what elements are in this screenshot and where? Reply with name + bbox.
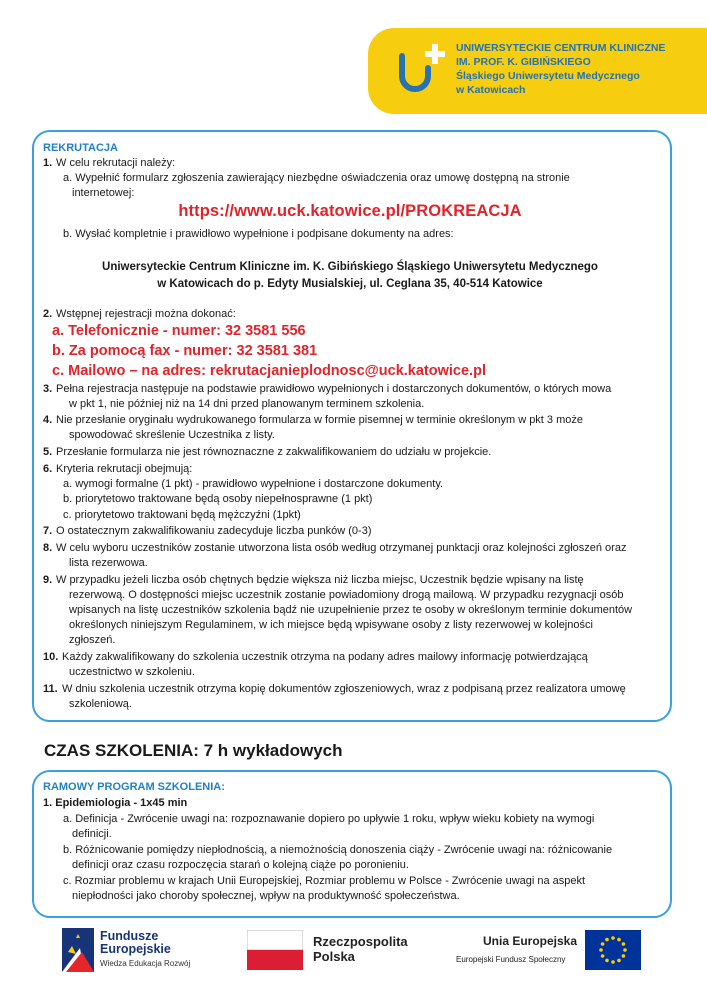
eu-logo-text1: Unia Europejska [483, 934, 578, 948]
item-text: Nie przesłanie oryginału wydrukowanego formularza w formie pisemnej w terminie określonym w pkt 3 może [56, 414, 583, 426]
item-text: uczestnictwo w szkoleniu. [69, 666, 195, 678]
item-text: niepłodności jako choroby społecznej, wpływ na produktywność społeczeństwa. [72, 890, 460, 902]
item-text: określonych niniejszym Regulaminem, w ich miejsce będą wpisywane osoby z listy rezerwowej w kolejności [69, 619, 593, 631]
item-text: Każdy zakwalifikowany do szkolenia uczestnik otrzyma na podany adres mailowy informację potwierdzającą [62, 651, 588, 663]
institution-line2: IM. PROF. K. GIBIŃSKIEGO [456, 56, 591, 68]
item-number: 11. [43, 683, 58, 695]
item-text: spowodować skreślenie Uczestnika z listy. [69, 429, 275, 441]
item-number: 7. [43, 525, 53, 537]
recruitment-section [32, 130, 672, 722]
header-banner [368, 28, 707, 114]
program-section [32, 770, 672, 918]
item-text: b. Wysłać kompletnie i prawidłowo wypełnione i podpisane dokumenty na adres: [63, 228, 454, 240]
postal-address-line2: w Katowicach do p. Edyty Musialskiej, ul. Ceglana 35, 40-514 Katowice [157, 278, 543, 290]
item-text: szkoleniową. [69, 698, 132, 710]
item-number: 8. [43, 542, 53, 554]
fe-logo-text2: Europejskie [100, 942, 171, 956]
item-number: 2. [43, 308, 53, 320]
program-title: RAMOWY PROGRAM SZKOLENIA: [43, 781, 225, 793]
item-text: a. Definicja - Zwrócenie uwagi na: rozpoznawanie dopiero po upływie 1 roku, wpływ wieku kobiety na wymogi [63, 813, 595, 825]
fe-logo-text3: Wiedza Edukacja Rozwój [100, 959, 191, 968]
item-text: zgłoszeń. [69, 634, 116, 646]
fe-logo-text1: Fundusze [100, 929, 159, 943]
eu-flag-icon [585, 930, 641, 970]
item-text: W dniu szkolenia uczestnik otrzyma kopię dokumentów zgłoszeniowych, wraz z podpisaną przez realizatora umowę [62, 683, 626, 695]
institution-name [456, 41, 665, 97]
funding-logos [0, 920, 707, 1000]
item-text: a. Wypełnić formularz zgłoszenia zawierający niezbędne oświadczenia oraz umowę dostępną na stronie [63, 172, 570, 184]
item-text: Pełna rejestracja następuje na podstawie prawidłowo wypełnionych i dostarczonych dokumentów, o których mowa [56, 383, 612, 395]
institution-line4: w Katowicach [456, 84, 526, 96]
item-number: 9. [43, 574, 53, 586]
item-text: c. Rozmiar problemu w krajach Unii Europejskiej, Rozmiar problemu w Polsce - Zwrócenie uwagi na aspekt [63, 875, 586, 887]
item-text: internetowej: [72, 187, 135, 199]
item-text: W celu rekrutacji należy: [56, 157, 176, 169]
email-address-link[interactable]: c. Mailowo – na adres: rekrutacjanieplodnosc@uck.katowice.pl [52, 363, 486, 379]
phone-number: a. Telefonicznie - numer: 32 3581 556 [52, 323, 306, 339]
recruitment-title: REKRUTACJA [43, 142, 118, 154]
institution-line3: Śląskiego Uniwersytetu Medycznego [456, 70, 640, 82]
item-text: Przesłanie formularza nie jest równoznaczne z zakwalifikowaniem do udziału w projekcie. [56, 446, 492, 458]
rp-logo-text1: Rzeczpospolita [313, 934, 408, 949]
program-module-heading: 1. Epidemiologia - 1x45 min [43, 797, 188, 809]
item-text: b. Różnicowanie pomiędzy niepłodnością, a niemożnością donoszenia ciąży - Zwrócenie uwagi na: różnicowanie [63, 844, 613, 856]
item-number: 1. [43, 157, 53, 169]
item-text: lista rezerwowa. [69, 557, 148, 569]
item-number: 10. [43, 651, 59, 663]
item-text: definicji. [72, 828, 112, 840]
postal-address-line1: Uniwersyteckie Centrum Kliniczne im. K. Gibińskiego Śląskiego Uniwersytetu Medycznego [102, 261, 598, 273]
item-text: O ostatecznym zakwalifikowaniu zadecyduje liczba punków (0-3) [56, 525, 372, 537]
item-text: W celu wyboru uczestników zostanie utworzona lista osób według otrzymanej punktacji oraz kolejności zgłoszeń oraz [56, 542, 627, 554]
item-text: wpisanych na listę uczestników szkolenia bądź nie uzupełnienie przez te osoby w określonym terminie dokumentów [69, 604, 633, 616]
item-text: definicji oraz czasu rozpoczęcia starań o kolejną ciąże po poronieniu. [72, 859, 409, 871]
rp-logo-text2: Polska [313, 949, 355, 964]
item-number: 4. [43, 414, 53, 426]
poland-flag-icon [247, 930, 303, 970]
uck-logo-icon [396, 42, 446, 100]
item-text: Wstępnej rejestracji można dokonać: [56, 308, 236, 320]
fundusze-europejskie-logo-icon [62, 928, 94, 972]
item-text: W przypadku jeżeli liczba osób chętnych będzie większa niż liczba miejsc, Uczestnik będzie wpisany na listę [56, 574, 584, 586]
item-number: 5. [43, 446, 53, 458]
item-text: b. priorytetowo traktowane będą osoby niepełnosprawne (1 pkt) [63, 493, 373, 505]
item-number: 3. [43, 383, 53, 395]
item-text: c. priorytetowo traktowani będą mężczyźni (1pkt) [63, 509, 301, 521]
registration-url-link[interactable]: https://www.uck.katowice.pl/PROKREACJA [178, 202, 522, 220]
training-duration-heading: CZAS SZKOLENIA: 7 h wykładowych [44, 741, 343, 760]
eu-logo-text2: Europejski Fundusz Społeczny [456, 955, 566, 964]
institution-line1: UNIWERSYTECKIE CENTRUM KLINICZNE [456, 42, 666, 54]
item-text: Kryteria rekrutacji obejmują: [56, 463, 193, 475]
item-number: 6. [43, 463, 53, 475]
item-text: a. wymogi formalne (1 pkt) - prawidłowo wypełnione i dostarczone dokumenty. [63, 478, 444, 490]
fax-number: b. Za pomocą fax - numer: 32 3581 381 [52, 343, 318, 359]
item-text: w pkt 1, nie później niż na 14 dni przed planowanym terminem szkolenia. [69, 398, 425, 410]
item-text: rezerwową. O dostępności miejsc uczestnik zostanie powiadomiony drogą mailową. W przypadku rezygnacji osób [69, 589, 624, 601]
